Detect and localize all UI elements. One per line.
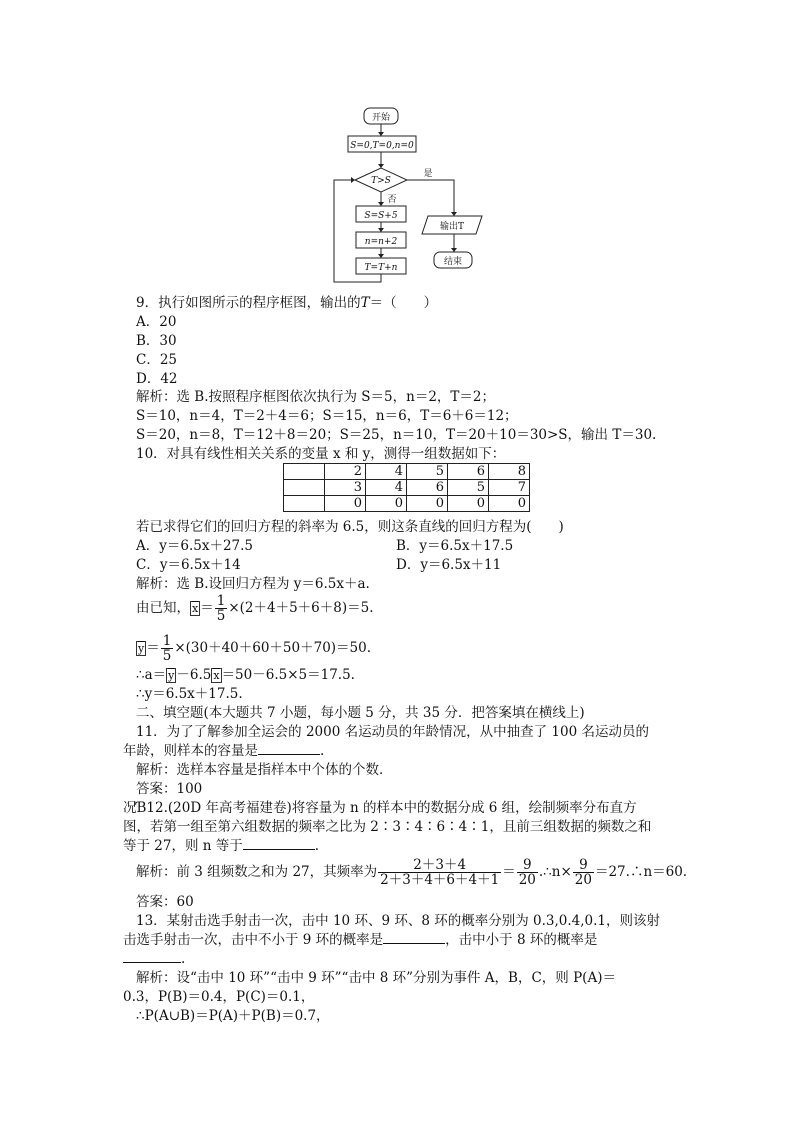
fraction-numerator: 2＋3＋4 [378,858,501,873]
fraction-numerator: 9 [517,858,538,873]
q12-tail: ＝27.∴n＝60. [594,864,688,880]
q12-analysis: 解析：前 3 组频数之和为 27，其频率为 $\frac{2+3+4}{2+3+4+6+4+1}$ ＝ $\frac{9}{20}$ .∴n× $\frac{9}{20}$ ＝27.∴n＝60. [136,857,688,888]
q13-analysis-1: 解析：设“击中 10 环”“击中 9 环”“击中 8 环”分别为事件 A，B，C，则 P(A)＝ [136,970,616,986]
flow-cond-label: T>S [371,176,391,186]
q11-answer-blank [258,754,320,755]
q9-option-d: D．42 [136,371,178,387]
fraction-denominator: 20 [518,872,536,888]
table-cell: 2 [325,464,366,480]
flow-end-label: 结束 [443,257,463,267]
q13-answer-blank-1 [383,943,445,944]
q10-xbar-line: 由已知， $\overline{x}$ ＝ $\frac{1}{5}$ ×(2＋4＋5＋6＋8)＝5. [136,593,374,624]
q12-mid: .∴n× [538,864,572,880]
table-row [284,480,530,496]
table-cell [284,496,325,512]
q9-option-a: A．20 [136,314,177,330]
q9-option-c: C．25 [136,352,178,368]
table-cell [284,464,325,480]
fraction-denominator: 5 [162,648,172,664]
flow-step2-label: n=n+2 [364,237,398,247]
table-cell: 0 [325,496,366,512]
fraction-numerator: 9 [573,858,594,873]
ybar-rest: ×(30＋40＋60＋50＋70)＝50. [174,640,372,656]
q11-line2-text: 年龄，则样本的容量是 [123,743,258,759]
q11-answer: 答案：100 [136,781,203,797]
q12-line-3 [123,837,319,855]
q12-line-1: 况Ɓ12.(20D 年高考福建卷)将容量为 n 的样本中的数据分成 6 组，绘制频率分布直方 [123,800,637,816]
table-cell: 8 [489,464,530,480]
q10-ybar-line: $\overline{y}$ ＝ $\frac{1}{5}$ ×(30＋40＋60＋50＋70)＝50. [138,633,372,664]
q10-analysis-1: 解析：选 B.设回归方程为 y＝6.5x＋a. [136,576,370,592]
a-line-rest: ＝50－6.5×5＝17.5. [221,667,355,683]
table-cell: 0 [366,496,407,512]
q11-line2-end: . [320,743,325,759]
q10-result: ∴y＝6.5x＋17.5. [136,686,243,702]
xbar-symbol-2: $\overline{x}$ [213,669,220,682]
fraction-numerator: 1 [162,633,172,649]
q13-line-2 [123,931,597,949]
q10-option-d: D．y＝6.5x＋11 [396,557,502,573]
q13-line2-mid: ，击中小于 8 环的概率是 [445,932,598,948]
q9-option-b: B．30 [136,333,177,349]
table-cell: 0 [489,496,530,512]
xbar-rest: ×(2＋4＋5＋6＋8)＝5. [228,600,374,616]
q13-line-1: 13．某射击选手射击一次，击中 10 环、9 环、8 环的概率分别为 0.3,0.4,0.1，则该射 [136,913,660,929]
xbar-fraction [215,594,228,623]
fraction-denominator: 5 [216,608,226,624]
table-cell: 5 [448,480,489,496]
q12-line-2: 图，若第一组至第六组数据的频率之比为 2∶3∶4∶6∶4∶1，且前三组数据的频数之和 [123,819,652,835]
q10-option-b: B．y＝6.5x＋17.5 [396,538,514,554]
q9-stem: 9．执行如图所示的程序框图，输出的𝑇＝（ ） [136,295,438,311]
program-flowchart [320,100,540,285]
q10-stem: 10．对具有线性相关关系的变量 x 和 y，测得一组数据如下： [136,446,506,462]
q12-line3-end: . [314,838,320,854]
q13-line2-text: 击选手射击一次，击中不小于 9 环的概率是 [123,932,384,948]
a-line-mid: －6.5 [176,667,212,683]
q10-a-line [136,666,355,685]
table-cell [284,480,325,496]
ybar-fraction [161,634,174,663]
table-cell: 6 [448,464,489,480]
table-cell: 4 [366,464,407,480]
q12-answer-blank [243,849,315,850]
q12-analysis-prefix: 解析：前 3 组频数之和为 27，其频率为 [136,864,378,880]
table-cell: 0 [407,496,448,512]
table-cell: 5 [407,464,448,480]
q11-line-1: 11．为了了解参加全运会的 2000 名运动员的年龄情况，从中抽查了 100 名运动员的 [136,724,649,740]
table-cell: 3 [325,480,366,496]
table-cell: 0 [448,496,489,512]
table-row [284,496,530,512]
flow-start-label: 开始 [371,113,391,123]
table-row [284,464,530,480]
q9-analysis-3: S＝20，n＝8，T＝12＋8＝20；S＝25，n＝10，T＝20＋10＝30>S，输出 T＝30. [136,427,657,443]
flow-no-label: 否 [387,195,397,205]
table-cell: 7 [489,480,530,496]
q13-answer-blank-2 [123,962,181,963]
xbar-symbol: $\overline{x}$ [192,602,199,615]
q11-analysis: 解析：选样本容量是指样本中个体的个数． [136,762,393,778]
flow-step1-label: S=S+5 [364,211,398,221]
ybar-symbol: $\overline{y}$ [138,642,145,655]
flow-init-label: S=0,T=0,n=0 [350,141,414,151]
q10-question: 若已求得它们的回归方程的斜率为 6.5，则这条直线的回归方程为( ) [136,519,564,535]
a-line-prefix: ∴a＝ [136,667,167,683]
q12-line3-text: 等于 27，则 n 等于 [123,838,243,854]
q11-line-2 [123,742,324,760]
flow-yes-label: 是 [423,169,433,179]
fraction-denominator: 20 [574,872,592,888]
q9-analysis-2: S＝10，n＝4，T＝2＋4＝6；S＝15，n＝6，T＝6＋6＝12； [136,408,518,424]
q12-answer: 答案：60 [136,894,194,910]
table-cell: 6 [407,480,448,496]
flow-output-label: 输出T [439,222,465,232]
fraction-denominator: 2＋3＋4＋6＋4＋1 [380,872,500,888]
q13-line-3 [123,950,185,968]
q12-frac-1 [378,858,501,887]
q13-analysis-2: 0.3，P(B)＝0.4，P(C)＝0.1， [123,989,315,1005]
flow-step3-label: T=T+n [364,263,398,273]
q10-data-table [283,463,530,512]
ybar-symbol-2: $\overline{y}$ [168,669,175,682]
fraction-numerator: 1 [216,593,226,609]
q12-frac-2 [517,858,538,887]
q12-frac-3 [573,858,594,887]
xbar-prefix: 由已知， [136,600,190,616]
q10-option-a: A．y＝6.5x＋27.5 [136,538,254,554]
q9-analysis-1: 解析：选 B.按照程序框图依次执行为 S＝5，n＝2，T＝2； [136,389,496,405]
q13-analysis-3: ∴P(A∪B)＝P(A)＋P(B)＝0.7， [136,1008,330,1024]
q10-option-c: C．y＝6.5x＋14 [136,557,241,573]
section-2-heading: 二、填空题(本大题共 7 小题，每小题 5 分，共 35 分．把答案填在横线上) [136,705,585,721]
table-cell: 4 [366,480,407,496]
q13-line3-end: . [181,951,186,967]
